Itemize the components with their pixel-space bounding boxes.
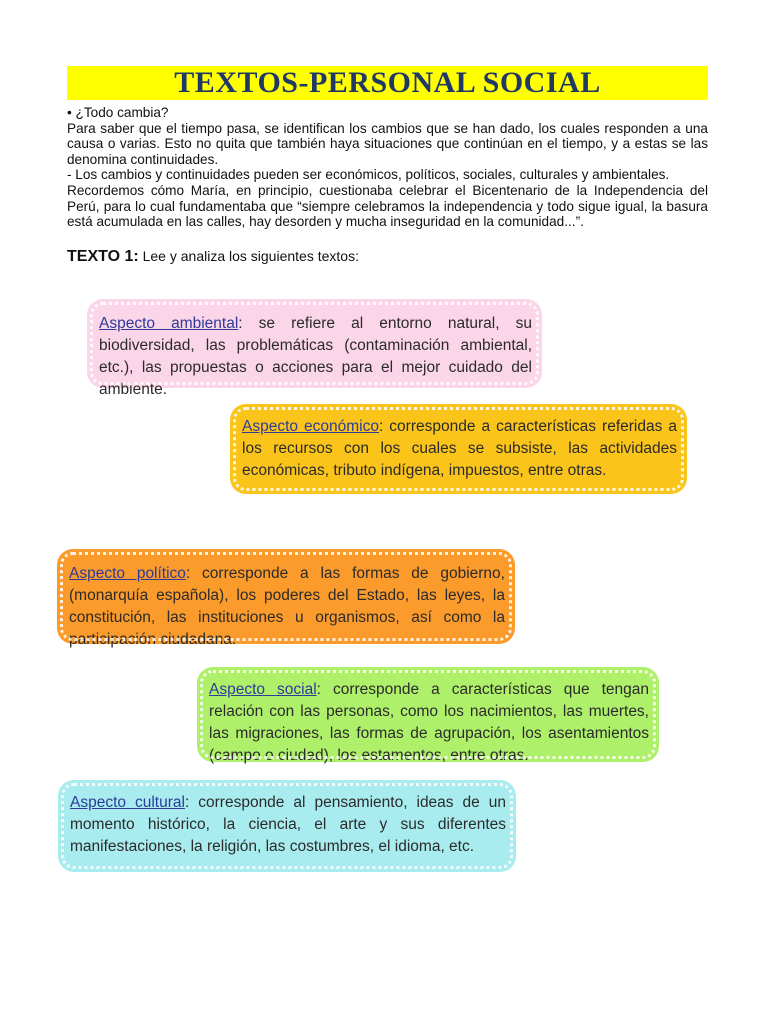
card-text: : corresponde al pensamiento, ideas de un momento histórico, la ciencia, el arte y sus diferentes manifestaciones, la religión, las costumbres, el idioma, etc.: [70, 794, 506, 855]
card-aspecto-cultural: [58, 780, 516, 872]
card-term: Aspecto cultural: [70, 794, 185, 811]
card-aspecto-politico: [57, 549, 515, 648]
texto-1-instruction: Lee y analiza los siguientes textos:: [142, 248, 359, 264]
texto-1-heading: [67, 248, 359, 266]
card-text: : corresponde a características que tengan relación con las personas, como los nacimientos, las muertes, las migraciones, las formas de agrupación, los asentamientos (campo o ciudad), los estamentos, entre otras.: [209, 681, 649, 764]
card-text: : corresponde a características referidas a los recursos con los cuales se subsiste, las actividades económicas, tributo indígena, impuestos, entre otras.: [242, 418, 677, 479]
intro-paragraph-2: - Los cambios y continuidades pueden ser económicos, políticos, sociales, culturales y ambientales.: [67, 167, 670, 183]
card-term: Aspecto ambiental: [99, 315, 239, 332]
intro-paragraph-3: Recordemos cómo María, en principio, cuestionaba celebrar el Bicentenario de la Independencia del Perú, para lo cual fundamentaba que “siempre celebramos la independencia y todo sigue igual, la basura está acumulada en las calles, hay desorden y mucha inseguridad en la comunidad...”.: [67, 182, 708, 230]
card-term: Aspecto social: [209, 681, 317, 698]
card-text: : corresponde a las formas de gobierno, (monarquía española), los poderes del Estado, las leyes, la constitución, las instituciones u organismos, así como la participación ciudadana.: [69, 565, 505, 648]
intro-paragraph-1: Para saber que el tiempo pasa, se identifican los cambios que se han dado, los cuales responden a una causa o varias. Esto no quita que también haya situaciones que continúan en el tiempo, y a estas se las denomina continuidades.: [67, 120, 708, 167]
page-title: TEXTOS-PERSONAL SOCIAL: [174, 66, 601, 99]
bullet-question: • ¿Todo cambia?: [67, 105, 169, 120]
card-term: Aspecto económico: [242, 418, 379, 435]
card-aspecto-ambiental: [87, 299, 542, 398]
title-banner: [67, 66, 708, 100]
card-aspecto-economico: [230, 404, 687, 494]
card-aspecto-social: [197, 667, 659, 762]
texto-1-label: TEXTO 1:: [67, 248, 139, 265]
card-text: : se refiere al entorno natural, su biodiversidad, las problemáticas (contaminación ambiental, etc.), las propuestas o acciones para el mejor cuidado del ambiente.: [99, 315, 532, 398]
intro-section: [67, 105, 708, 230]
card-term: Aspecto político: [69, 565, 186, 582]
